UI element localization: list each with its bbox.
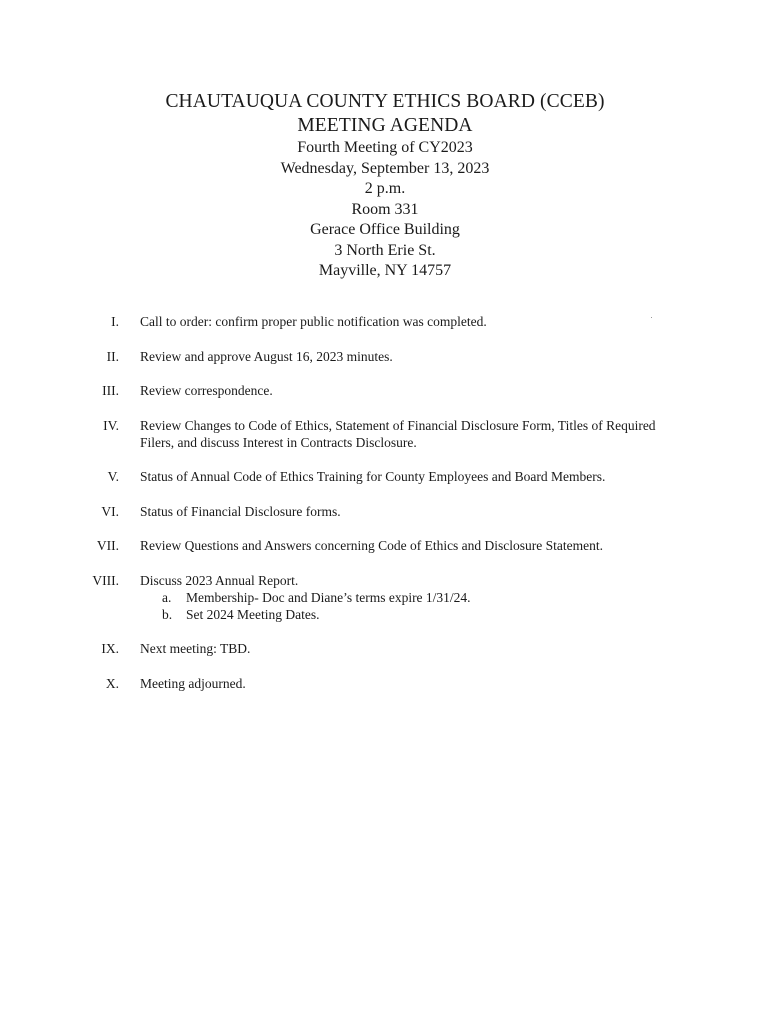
agenda-item-text: Review Changes to Code of Ethics, Statement of Financial Disclosure Form, Titles of Required Filers, and discuss Interest in Contracts Disclosure. (140, 417, 656, 450)
agenda-subitem-letter: b. (162, 606, 173, 622)
agenda-item (0, 382, 770, 399)
agenda-item (0, 348, 770, 365)
agenda-subitem (140, 589, 680, 606)
agenda-subitem-list (140, 589, 680, 623)
meeting-room: Room 331 (351, 200, 419, 218)
agenda-item-number: VI. (101, 503, 119, 519)
agenda-item (0, 503, 770, 520)
agenda-item-number: VII. (96, 538, 119, 553)
agenda-item-number: V. (107, 469, 119, 484)
agenda-item (0, 417, 770, 451)
agenda-item-text: Discuss 2023 Annual Report. (140, 572, 299, 588)
agenda-item (0, 572, 770, 623)
agenda-item-number: IX. (101, 641, 119, 656)
board-title: CHAUTAUQUA COUNTY ETHICS BOARD (CCEB) (165, 91, 605, 112)
agenda-item (0, 640, 770, 657)
agenda-item (0, 537, 770, 554)
agenda-item-content (140, 572, 680, 623)
agenda-list (0, 313, 770, 709)
meeting-number: Fourth Meeting of CY2023 (297, 139, 473, 156)
meeting-street: 3 North Erie St. (334, 241, 436, 259)
agenda-item-text: Review and approve August 16, 2023 minutes. (140, 348, 393, 364)
agenda-item-number: II. (106, 348, 119, 364)
agenda-item (0, 313, 770, 330)
agenda-item-text: Next meeting: TBD. (140, 641, 251, 656)
agenda-subitem-text: Membership- Doc and Diane’s terms expire 1/31/24. (186, 589, 471, 605)
agenda-item (0, 468, 770, 485)
agenda-subitem-text: Set 2024 Meeting Dates. (186, 606, 320, 622)
meeting-building: Gerace Office Building (310, 221, 460, 238)
agenda-item-text: Status of Annual Code of Ethics Training for County Employees and Board Members. (140, 469, 606, 484)
document-title: MEETING AGENDA (297, 115, 473, 136)
agenda-item-text: Review Questions and Answers concerning Code of Ethics and Disclosure Statement. (140, 538, 604, 553)
agenda-subitem-letter: a. (162, 589, 172, 605)
meeting-city: Mayville, NY 14757 (318, 262, 452, 279)
agenda-item-text: Status of Financial Disclosure forms. (140, 503, 341, 519)
meeting-date: Wednesday, September 13, 2023 (280, 159, 490, 177)
agenda-item-number: IV. (103, 417, 119, 433)
agenda-subitem (140, 606, 680, 623)
agenda-item-number: X. (105, 675, 119, 691)
agenda-item-text: Review correspondence. (140, 383, 273, 398)
agenda-item-number: I. (111, 314, 119, 329)
agenda-item (0, 675, 770, 692)
meeting-time: 2 p.m. (364, 180, 406, 197)
agenda-item-number: VIII. (92, 572, 119, 588)
agenda-item-text: Meeting adjourned. (140, 675, 246, 691)
agenda-header (0, 90, 770, 282)
agenda-item-number: III. (102, 383, 119, 398)
agenda-item-text: Call to order: confirm proper public notification was completed. (140, 314, 487, 329)
